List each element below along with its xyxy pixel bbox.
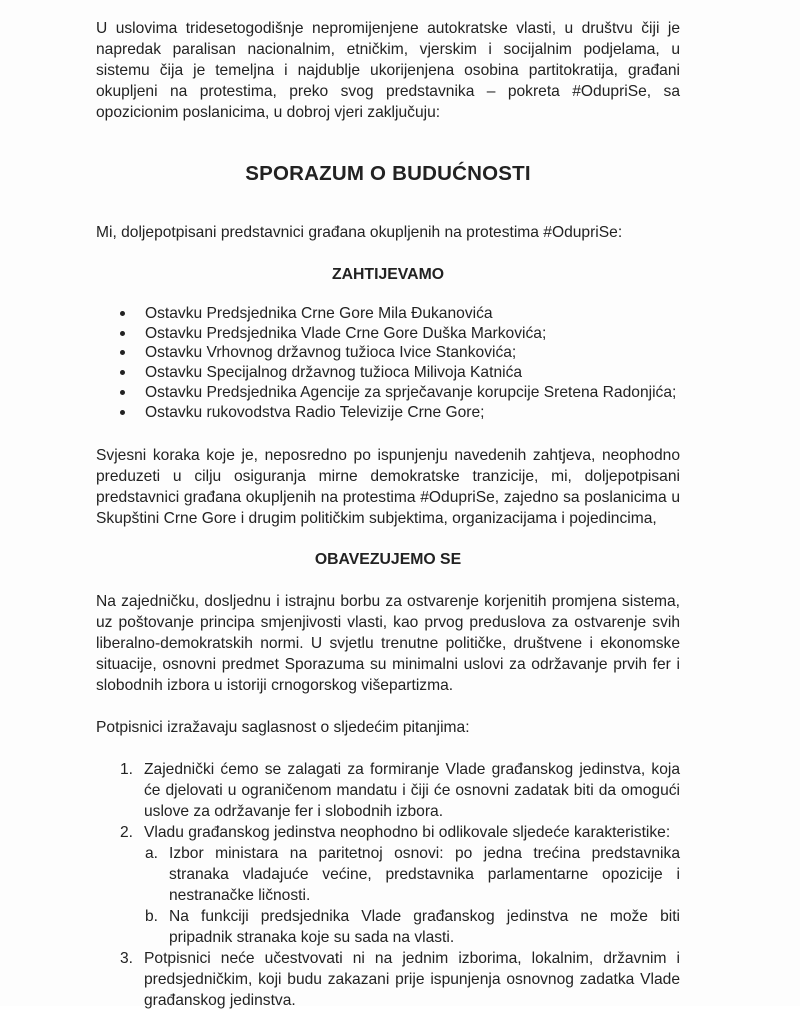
point-text: Zajednički ćemo se zalagati za formiranje Vlade građanskog jedinstva, koja će djelovati u ograničenom mandatu i čiji će osnovni zadatak biti da omogući uslove za održavanje fer i slobodnih izbora.: [144, 761, 680, 821]
point-number: 3.: [120, 950, 134, 968]
demands-heading: ZAHTIJEVAMO: [331, 266, 445, 283]
point-number: 1.: [120, 761, 134, 779]
demand-item: [120, 343, 680, 363]
bullet-icon: [120, 331, 125, 336]
demand-text: Ostavku Predsjednika Agencije za sprječavanje korupcije Sretena Radonjića;: [145, 383, 677, 401]
subpoint-letter: a.: [145, 845, 159, 863]
demand-item: [120, 304, 680, 324]
demand-item: [120, 383, 680, 403]
bullet-icon: [120, 311, 125, 316]
point-item: [120, 759, 680, 822]
intro-paragraph: U uslovima tridesetogodišnje nepromijenjene autokratske vlasti, u društvu čiji je napredak paralisan nacionalnim, etničkim, vjerskim i socijalnim podjelama, u sistemu čija je temeljna i najdublje ukorijenjena osobina partitokratija, građani okupljeni na protestima, preko svog predstavnika – pokreta #OdupriSe, sa opozicionim poslanicima, u dobroj vjeri zaključuju:: [96, 20, 680, 121]
bullet-icon: [120, 350, 125, 355]
bullet-icon: [120, 370, 125, 375]
demand-text: Ostavku Vrhovnog državnog tužioca Ivice Stankovića;: [145, 344, 517, 362]
bullet-icon: [120, 390, 125, 395]
point-text: Potpisnici neće učestvovati ni na jednim izborima, lokalnim, državnim i predsjedničkim, koji budu zakazani prije ispunjenja osnovnog zadatka Vlade građanskog jedinstva.: [144, 950, 680, 1010]
point-number: 2.: [120, 824, 134, 842]
agreement-intro: Potpisnici izražavaju saglasnost o sljedećim pitanjima:: [96, 719, 470, 737]
demand-text: Ostavku rukovodstva Radio Televizije Crne Gore;: [145, 403, 485, 421]
awareness-paragraph: Svjesni koraka koje je, neposredno po ispunjenju navedenih zahtjeva, neophodno preduzeti u cilju osiguranja mirne demokratske tranzicije, mi, doljepotpisani predstavnici građana okupljenih na protestima #OdupriSe, zajedno sa poslanicima u Skupštini Crne Gore i drugim političkim subjektima, organizacijama i pojedincima,: [96, 447, 680, 528]
subpoint-letter: b.: [145, 908, 159, 926]
obligation-heading: OBAVEZUJEMO SE: [314, 551, 462, 569]
demands-list: [96, 304, 680, 422]
demand-text: Ostavku Predsjednika Crne Gore Mila Đukanovića: [145, 305, 493, 322]
points-list: [96, 759, 680, 843]
point-item: [120, 948, 680, 1011]
document-body: [96, 18, 680, 1011]
demand-item: [120, 403, 680, 423]
subpoints-list: [96, 843, 680, 948]
subpoint-item: [145, 843, 680, 906]
demand-item: [120, 324, 680, 344]
subpoint-text: Na funkciji predsjednika Vlade građanskog jedinstva ne može biti pripadnik stranaka koje su sada na vlasti.: [169, 908, 680, 947]
obligation-paragraph: Na zajedničku, dosljednu i istrajnu borbu za ostvarenje korjenitih promjena sistema, uz poštovanje principa smjenjivosti vlasti, kao prvog preduslova za ostvarenje svih liberalno-demokratskih normi. U svjetlu trenutne političke, društvene i ekonomske situacije, osnovni predmet Sporazuma su minimalni uslovi za održavanje prvih fer i slobodnih izbora u istoriji crnogorskog višepartizma.: [96, 593, 680, 695]
point-text: Vladu građanskog jedinstva neophodno bi odlikovale sljedeće karakteristike:: [144, 824, 671, 842]
points-list-continued: [96, 948, 680, 1011]
point-item: [120, 822, 680, 843]
lead-paragraph: Mi, doljepotpisani predstavnici građana okupljenih na protestima #OdupriSe:: [96, 224, 623, 241]
demand-text: Ostavku Predsjednika Vlade Crne Gore Duška Markovića;: [145, 324, 547, 342]
demand-item: [120, 363, 680, 383]
subpoint-item: [145, 906, 680, 948]
subpoint-text: Izbor ministara na paritetnoj osnovi: po jedna trećina predstavnika stranaka vladajuće većine, predstavnika parlamentarne opozicije i nestranačke ličnosti.: [169, 845, 680, 905]
bullet-icon: [120, 410, 125, 415]
document-title: SPORAZUM O BUDUĆNOSTI: [245, 162, 531, 185]
demand-text: Ostavku Specijalnog državnog tužioca Milivoja Katnića: [145, 364, 523, 382]
